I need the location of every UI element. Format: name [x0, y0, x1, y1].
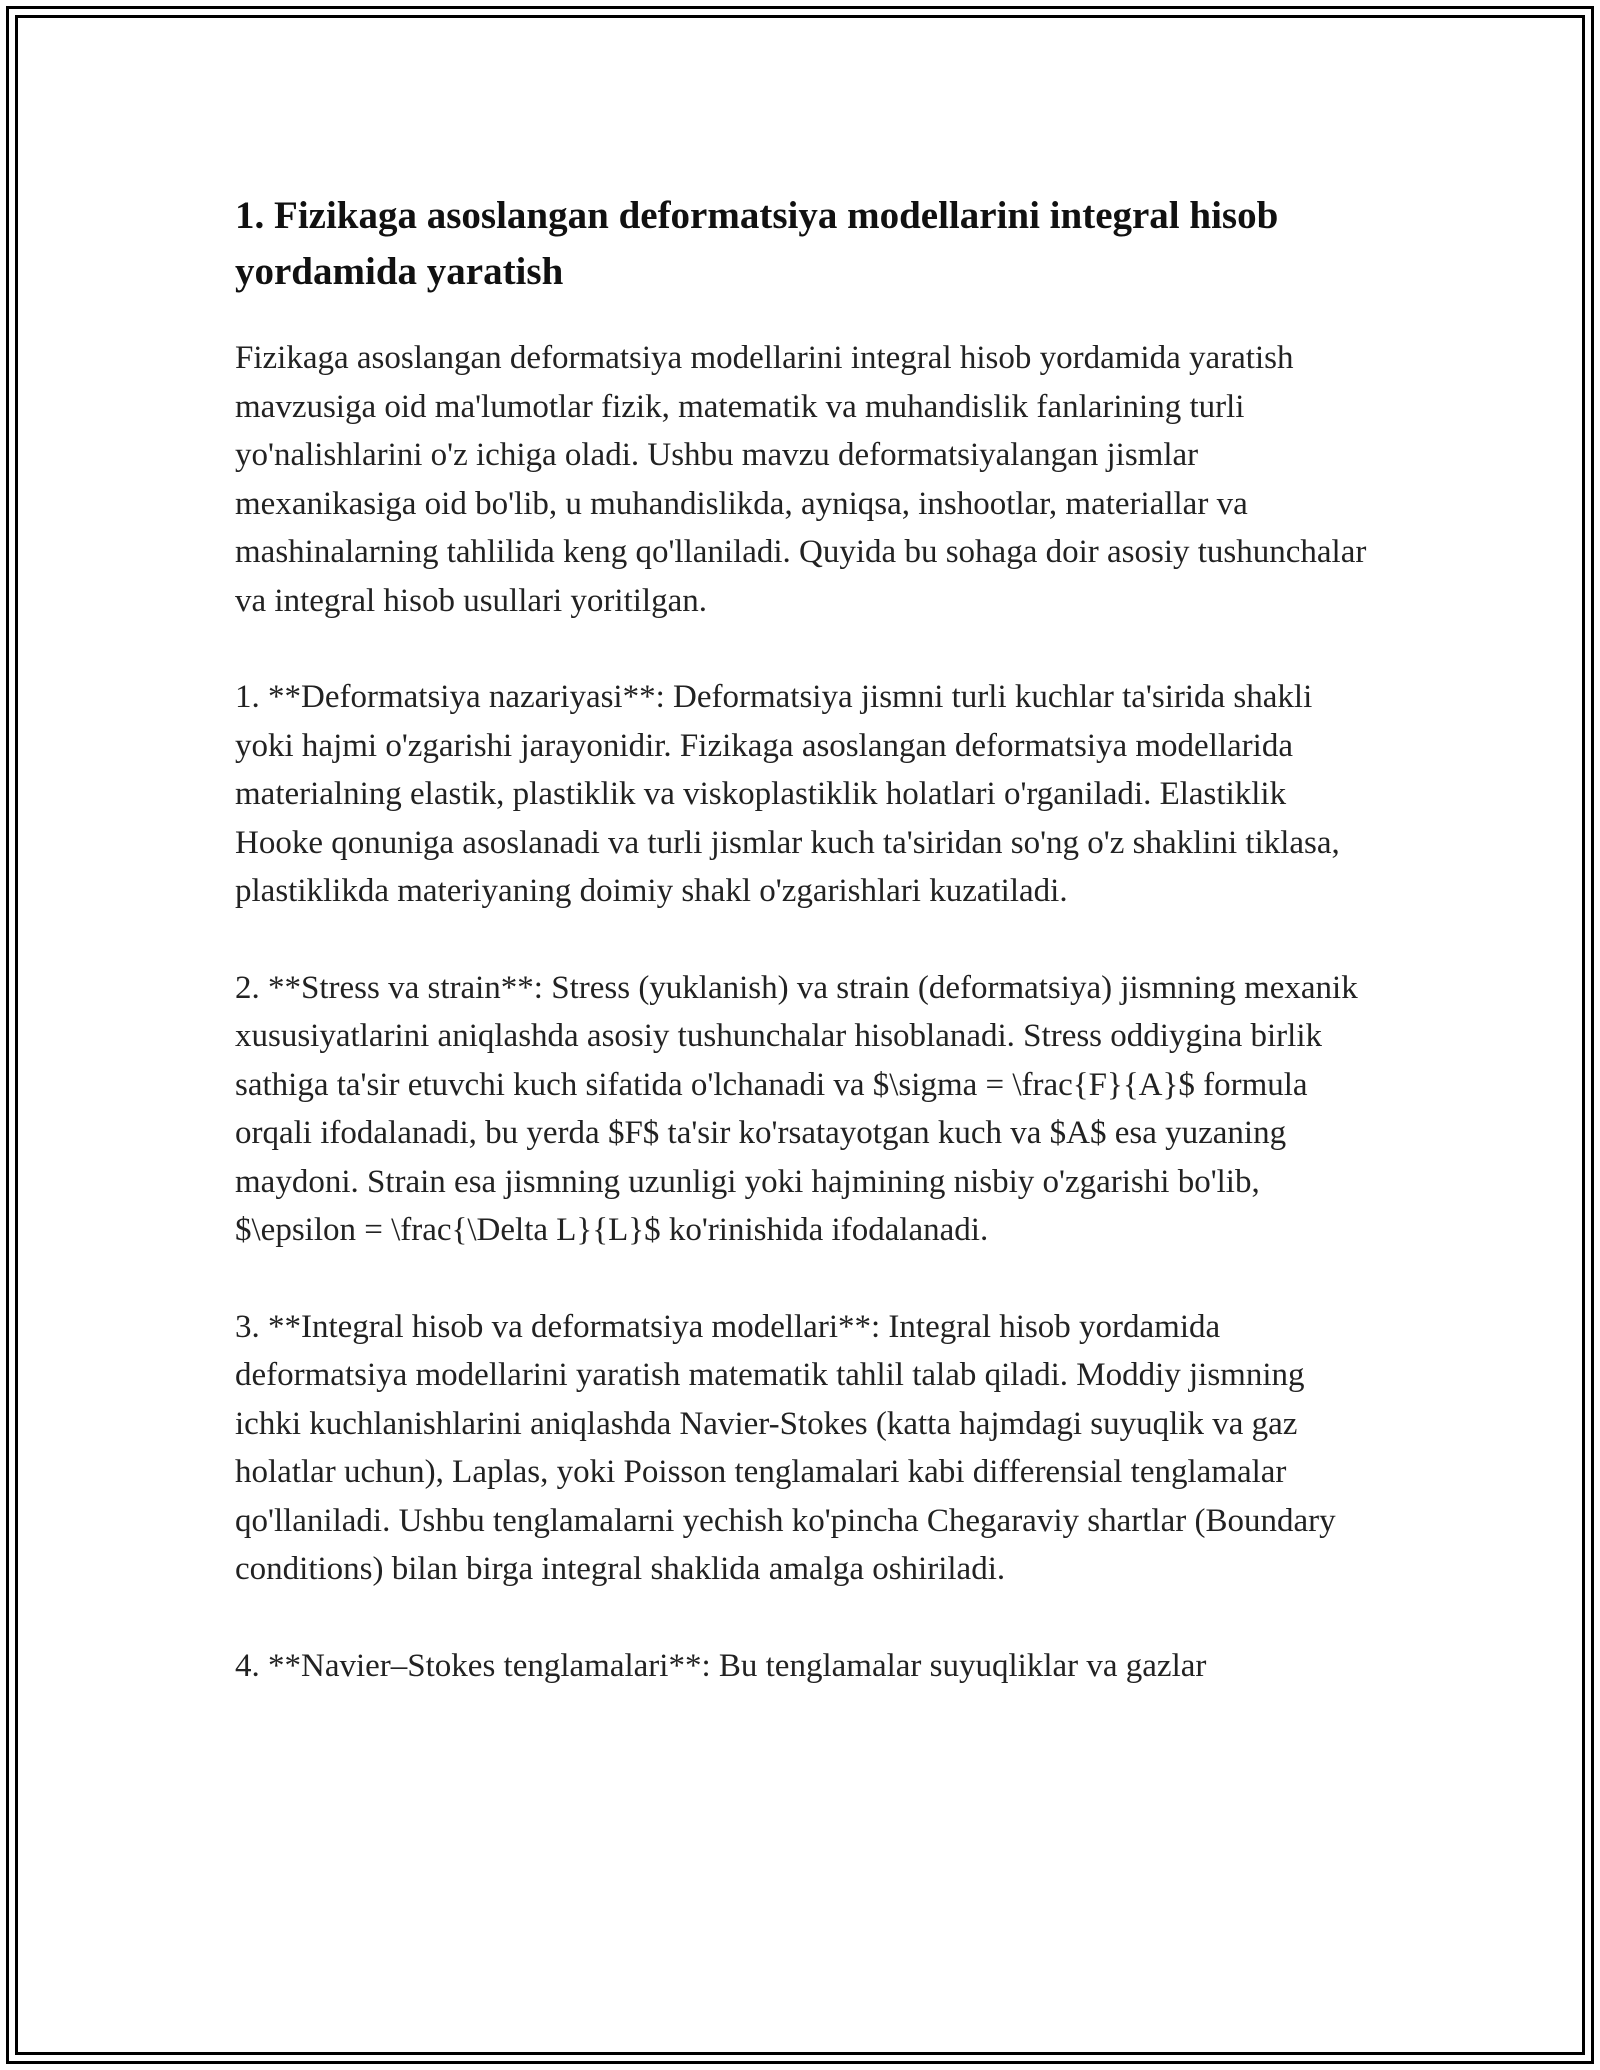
section-3-paragraph: 3. **Integral hisob va deformatsiya modellari**: Integral hisob yordamida deformatsiya modellarini yaratish matematik tahlil talab qiladi. Moddiy jismning ichki kuchlanishlarini aniqlashda Navier-Stokes (katta hajmdagi suyuqlik va gaz holatlar uchun), Laplas, yoki Poisson tenglamalari kabi differensial tenglamalar qo'llaniladi. Ushbu tenglamalarni yechish ko'pincha Chegaraviy shartlar (Boundary conditions) bilan birga integral shaklida amalga oshiriladi. — [235, 1308, 1336, 1587]
document-title: 1. Fizikaga asoslangan deformatsiya modellarini integral hisob yordamida yaratish — [235, 194, 1279, 293]
section-4-paragraph: 4. **Navier–Stokes tenglamalari**: Bu tenglamalar suyuqliklar va gazlar — [235, 1647, 1207, 1684]
document-body — [235, 188, 1370, 1738]
section-1-paragraph: 1. **Deformatsiya nazariyasi**: Deformatsiya jismni turli kuchlar ta'sirida shakli yoki hajmi o'zgarishi jarayonidir. Fizikaga asoslangan deformatsiya modellarida materialning elastik, plastiklik va viskoplastiklik holatlari o'rganiladi. Elastiklik Hooke qonuniga asoslanadi va turli jismlar kuch ta'siridan so'ng o'z shaklini tiklasa, plastiklikda materiyaning doimiy shakl o'zgarishlari kuzatiladi. — [235, 679, 1340, 909]
section-2-paragraph: 2. **Stress va strain**: Stress (yuklanish) va strain (deformatsiya) jismning mexanik xususiyatlarini aniqlashda asosiy tushunchalar hisoblanadi. Stress oddiygina birlik sathiga ta'sir etuvchi kuch sifatida o'lchanadi va $\sigma = \frac{F}{A}$ formula orqali ifodalanadi, bu yerda $F$ ta'sir ko'rsatayotgan kuch va $A$ esa yuzaning maydoni. Strain esa jismning uzunligi yoki hajmining nisbiy o'zgarishi bo'lib, $\epsilon = \frac{\Delta L}{L}$ ko'rinishida ifodalanadi. — [235, 969, 1358, 1248]
intro-paragraph: Fizikaga asoslangan deformatsiya modellarini integral hisob yordamida yaratish mavzusiga oid ma'lumotlar fizik, matematik va muhandislik fanlarining turli yo'nalishlarini o'z ichiga oladi. Ushbu mavzu deformatsiyalangan jismlar mexanikasiga oid bo'lib, u muhandislikda, ayniqsa, inshootlar, materiallar va mashinalarning tahlilida keng qo'llaniladi. Quyida bu sohaga doir asosiy tushunchalar va integral hisob usullari yoritilgan. — [235, 340, 1367, 619]
